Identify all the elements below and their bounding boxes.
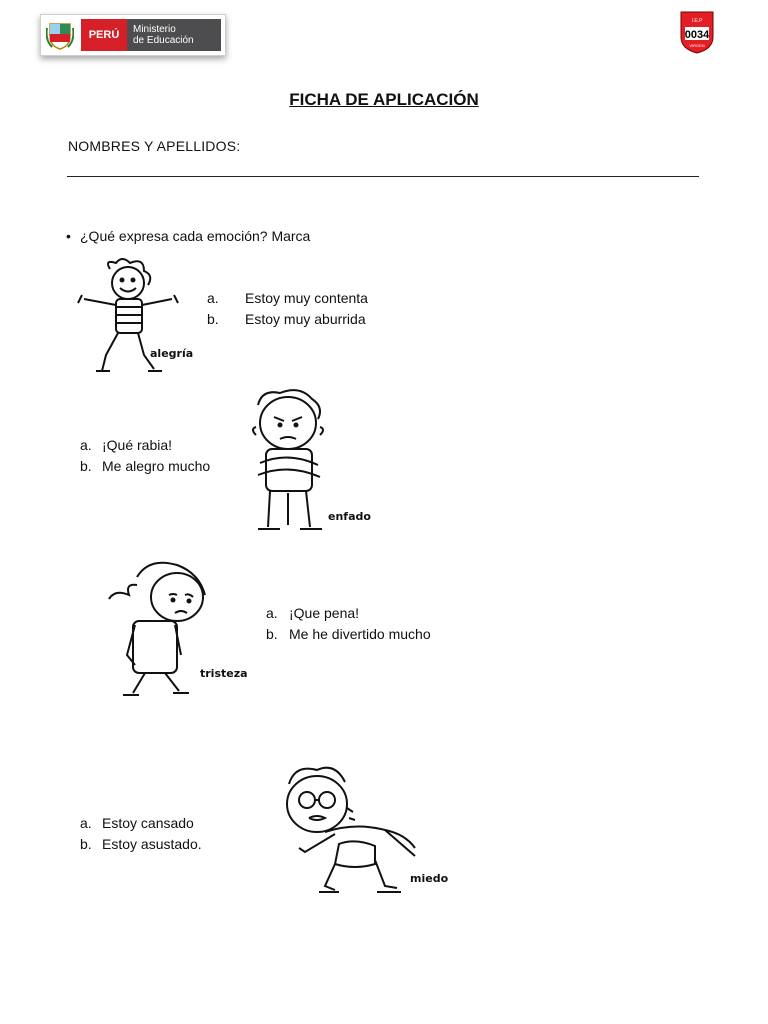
options-item-4 xyxy=(80,813,202,855)
option-text: Estoy muy aburrida xyxy=(245,311,366,327)
option-text: Me he divertido mucho xyxy=(289,626,431,642)
option-text: ¡Que pena! xyxy=(289,605,360,621)
school-number: 0034 xyxy=(684,29,710,41)
angry-boy-illustration xyxy=(240,385,385,545)
option-3a[interactable] xyxy=(266,603,431,624)
option-4a[interactable] xyxy=(80,813,202,834)
option-key: b. xyxy=(80,836,92,852)
name-answer-line xyxy=(67,176,699,177)
option-key: a. xyxy=(80,437,92,453)
coat-of-arms-icon xyxy=(46,20,74,50)
names-label: NOMBRES Y APELLIDOS: xyxy=(68,138,241,154)
option-key: b. xyxy=(207,311,219,327)
school-badge-top: I.E.P xyxy=(691,18,703,24)
options-item-1 xyxy=(207,288,368,330)
option-1b[interactable] xyxy=(207,309,368,330)
options-item-2 xyxy=(80,435,210,477)
option-4b[interactable] xyxy=(80,834,202,855)
option-text: ¡Qué rabia! xyxy=(102,437,173,453)
caption-enfado: enfado xyxy=(328,510,371,523)
ministry-label xyxy=(127,19,221,51)
option-1a[interactable] xyxy=(207,288,368,309)
joy-drawing xyxy=(74,255,199,380)
option-key: b. xyxy=(266,626,278,642)
ministry-line-2: de Educación xyxy=(133,35,194,46)
option-text: Estoy asustado. xyxy=(102,836,202,852)
school-emblem xyxy=(680,11,714,54)
scared-boy-illustration xyxy=(265,760,460,905)
bullet-icon: • xyxy=(66,228,71,244)
option-key: a. xyxy=(80,815,92,831)
sadness-drawing xyxy=(105,555,260,705)
sad-girl-illustration xyxy=(105,555,260,705)
option-key: a. xyxy=(207,290,219,306)
option-text: Estoy muy contenta xyxy=(245,290,368,306)
option-key: a. xyxy=(266,605,278,621)
option-2b[interactable] xyxy=(80,456,210,477)
option-2a[interactable] xyxy=(80,435,210,456)
option-key: b. xyxy=(80,458,92,474)
ministry-logo xyxy=(40,14,226,56)
question-text: ¿Qué expresa cada emoción? Marca xyxy=(80,228,311,244)
page-title: FICHA DE APLICACIÓN xyxy=(289,90,479,109)
ministry-line-1: Ministerio xyxy=(133,24,176,35)
happy-girl-illustration xyxy=(74,255,199,380)
option-3b[interactable] xyxy=(266,624,431,645)
option-text: Me alegro mucho xyxy=(102,458,211,474)
caption-tristeza: tristeza xyxy=(200,667,248,680)
caption-alegria: alegría xyxy=(150,347,194,360)
country-label: PERÚ xyxy=(81,19,127,51)
question-prompt xyxy=(66,228,310,244)
caption-miedo: miedo xyxy=(410,872,449,885)
options-item-3 xyxy=(266,603,431,645)
school-badge-bottom: VIRGEN xyxy=(689,43,705,48)
option-text: Estoy cansado xyxy=(102,815,194,831)
